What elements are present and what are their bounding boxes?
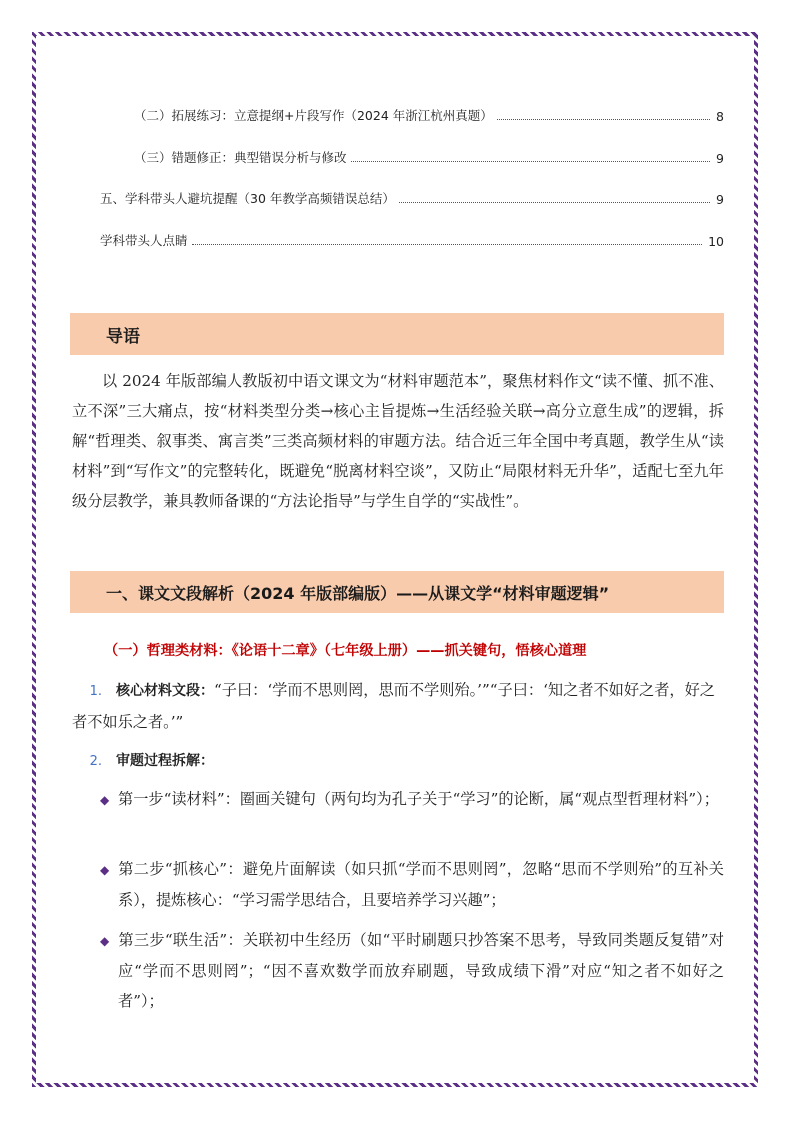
numbered-item (72, 675, 724, 737)
toc-leader (192, 244, 703, 245)
toc-entry-text: 学科带头人点睛 (100, 233, 188, 248)
section-heading-text: 一、课文文段解析（2024 年版部编版）——从课文学“材料审题逻辑” (106, 583, 610, 603)
numbered-item (72, 745, 724, 777)
step-text: 第三步“联生活”：关联初中生经历（如“平时刷题只抄答案不思考，导致同类题反复错”对应“学而不思则罔”；“因不喜欢数学而放弃刷题，导致成绩下滑”对应“知之者不如好之者”）； (118, 931, 724, 1010)
toc-row[interactable] (134, 106, 724, 124)
intro-paragraph: 以 2024 年版部编人教版初中语文课文为“材料审题范本”，聚焦材料作文“读不懂、抓不准、立不深”三大痛点，按“材料类型分类→核心主旨提炼→生活经验关联→高分立意生成”的逻辑，拆解“哲理类、叙事类、寓言类”三类高频材料的审题方法。结合近三年全国中考真题，教学生从“读材料”到“写作文”的完整转化，既避免“脱离材料空谈”，又防止“局限材料无升华”，适配七至九年级分层教学，兼具教师备课的“方法论指导”与学生自学的“实战性”。 (72, 372, 724, 510)
toc-page-number: 9 (716, 151, 724, 166)
step-item (100, 925, 724, 1016)
toc-page-number: 10 (708, 234, 724, 249)
step-item (100, 784, 724, 815)
toc-row[interactable] (100, 189, 724, 207)
toc-row[interactable] (134, 148, 724, 166)
toc-page-number: 8 (716, 109, 724, 124)
toc-leader (351, 161, 711, 162)
toc-row[interactable] (100, 231, 724, 249)
toc-leader (399, 202, 710, 203)
intro-heading (70, 313, 724, 355)
item-number: 1. (89, 684, 102, 699)
toc-leader (497, 119, 710, 120)
toc-entry-text: （三）错题修正：典型错误分析与修改 (134, 150, 347, 165)
step-text: 第一步“读材料”：圈画关键句（两句均为孔子关于“学习”的论断，属“观点型哲理材料”）； (118, 790, 719, 808)
step-text: 第二步“抓核心”：避免片面解读（如只抓“学而不思则罔”，忽略“思而不学则殆”的互补关系），提炼核心：“学习需学思结合，且要培养学习兴趣”； (118, 860, 724, 909)
item-label: 核心材料文段： (116, 683, 214, 699)
item-label: 审题过程拆解： (116, 753, 214, 769)
diamond-bullet-icon: ◆ (100, 863, 110, 877)
diamond-bullet-icon: ◆ (100, 934, 110, 948)
intro-heading-text: 导语 (106, 326, 140, 347)
step-item (100, 854, 724, 915)
toc-entry-text: 五、学科带头人避坑提醒（30 年教学高频错误总结） (100, 191, 395, 206)
toc-entry-text: （二）拓展练习：立意提纲+片段写作（2024 年浙江杭州真题） (134, 108, 493, 123)
diamond-bullet-icon: ◆ (100, 793, 110, 807)
toc-page-number: 9 (716, 192, 724, 207)
subsection-heading: （一）哲理类材料：《论语十二章》（七年级上册）——抓关键句，悟核心道理 (104, 643, 587, 659)
section-heading (70, 571, 724, 613)
item-text: “子曰：‘学而不思则罔，思而不学则殆。’”“子曰：‘知之者不如好之者，好之者不如乐之者。’” (72, 681, 715, 731)
item-number: 2. (89, 754, 102, 769)
